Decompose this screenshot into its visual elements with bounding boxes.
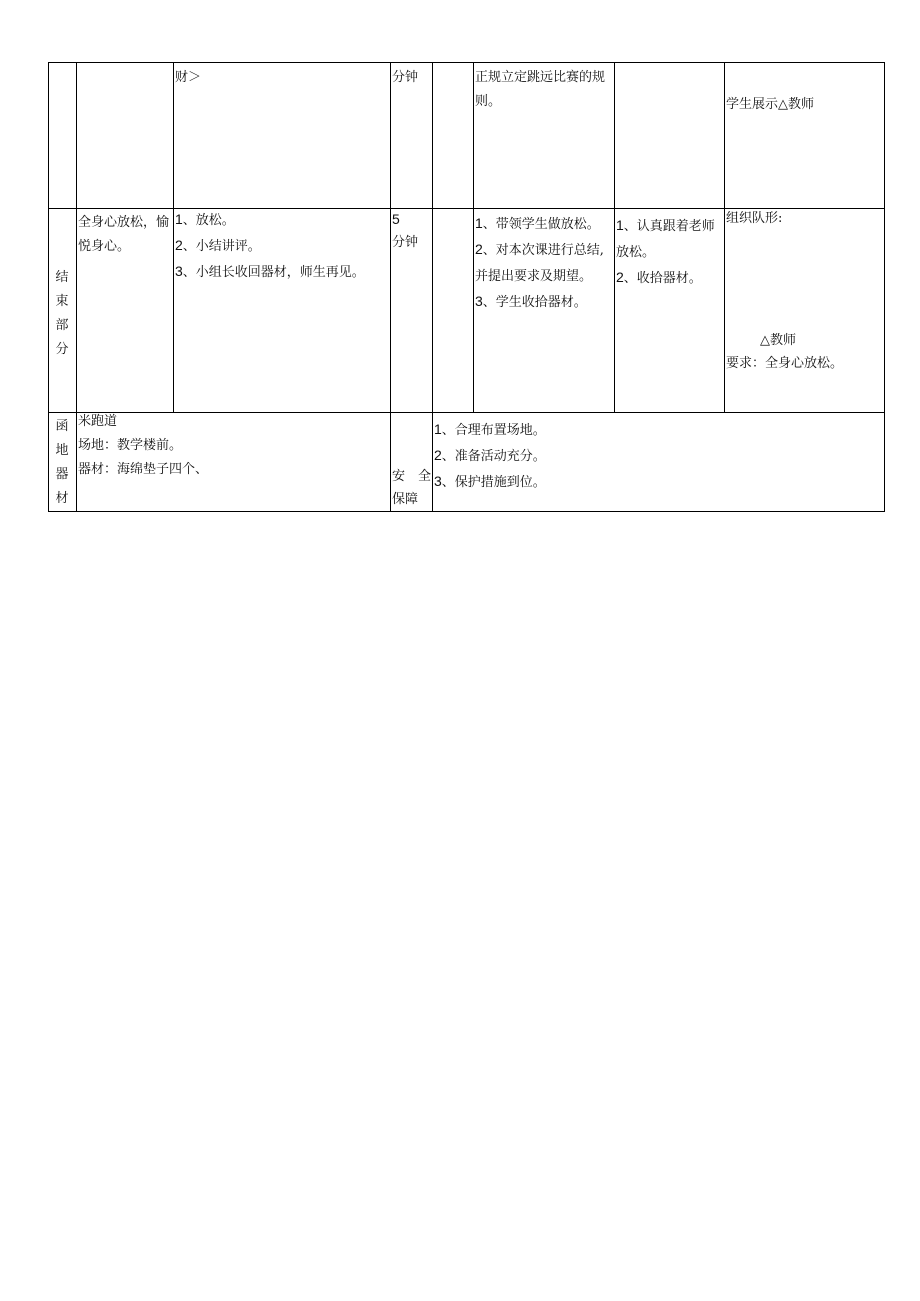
col-line-7 [724,62,725,413]
col-line-5 [473,62,474,413]
end-requirement: 要求：全身心放松。 [726,356,844,371]
top-teacher-line-2: 则。 [475,94,502,109]
end-organization-title: 组织队形: [726,211,783,226]
end-time-unit: 分钟 [392,235,419,250]
table-bottom-border [48,511,885,512]
end-teacher-list [475,211,604,315]
venue-label-char-3: 器 [55,467,69,482]
venue-line-1: 米跑道 [78,414,118,429]
end-goal-line-1: 全身心放松，愉 [78,215,170,230]
venue-section-label [54,415,70,511]
end-teacher-item: 并提出要求及期望。 [475,269,593,284]
col-line-0 [48,62,49,512]
end-teacher-item: 2、对本次课进行总结, [475,241,604,258]
end-goal-line-2: 悦身心。 [78,239,131,254]
end-label-char-3: 部 [55,318,69,333]
venue-line-2: 场地：教学楼前。 [78,438,183,453]
col-line-8 [884,62,885,512]
end-time [392,207,418,255]
safety-list [434,417,546,495]
end-goal-text [78,211,169,259]
safety-label-char-2: 全 [418,469,432,484]
end-student-item: 2、收拾器材。 [616,269,702,286]
end-student-list [616,213,715,291]
end-content-list [175,207,365,285]
col-line-1 [76,62,77,512]
col-line-6 [614,62,615,413]
venue-label-char-2: 地 [55,443,69,458]
top-content-text: 财＞ [175,70,202,85]
end-teacher-marker: △教师 [760,333,796,348]
end-teacher-item: 1、带领学生做放松。 [475,215,600,232]
end-student-item: 放松。 [616,245,656,260]
safety-item: 1、合理布置场地。 [434,421,546,438]
col-line-4 [432,62,433,512]
venue-label-char-4: 材 [55,491,69,506]
lesson-plan-table [48,62,885,512]
end-label-char-2: 束 [55,294,69,309]
safety-label-line-2: 保障 [392,492,419,507]
safety-item: 2、准备活动充分。 [434,447,546,464]
top-teacher-line-1: 正规立定跳远比赛的规 [475,70,606,85]
safety-label-char-1: 安 [392,469,406,484]
end-content-item: 2、小结讲评。 [175,237,261,254]
end-content-item: 3、小组长收回器材，师生再见。 [175,263,365,280]
end-section-label [54,266,70,362]
venue-label-char-1: 函 [55,419,69,434]
end-time-number: 5 [392,211,400,227]
safety-item: 3、保护措施到位。 [434,473,546,490]
end-student-item: 1、认真跟着老师 [616,217,715,234]
end-teacher-item: 3、学生收拾器材。 [475,293,587,310]
top-teacher-activity [475,66,605,114]
end-label-char-1: 结 [55,270,69,285]
col-line-3 [390,62,391,512]
end-label-char-4: 分 [55,342,69,357]
col-line-2 [173,62,174,413]
venue-details [78,410,208,482]
venue-line-3: 器材：海绵垫子四个、 [78,462,209,477]
top-organization-text: 学生展示△教师 [726,97,814,112]
top-time-text: 分钟 [392,70,419,85]
end-content-item: 1、放松。 [175,211,235,228]
